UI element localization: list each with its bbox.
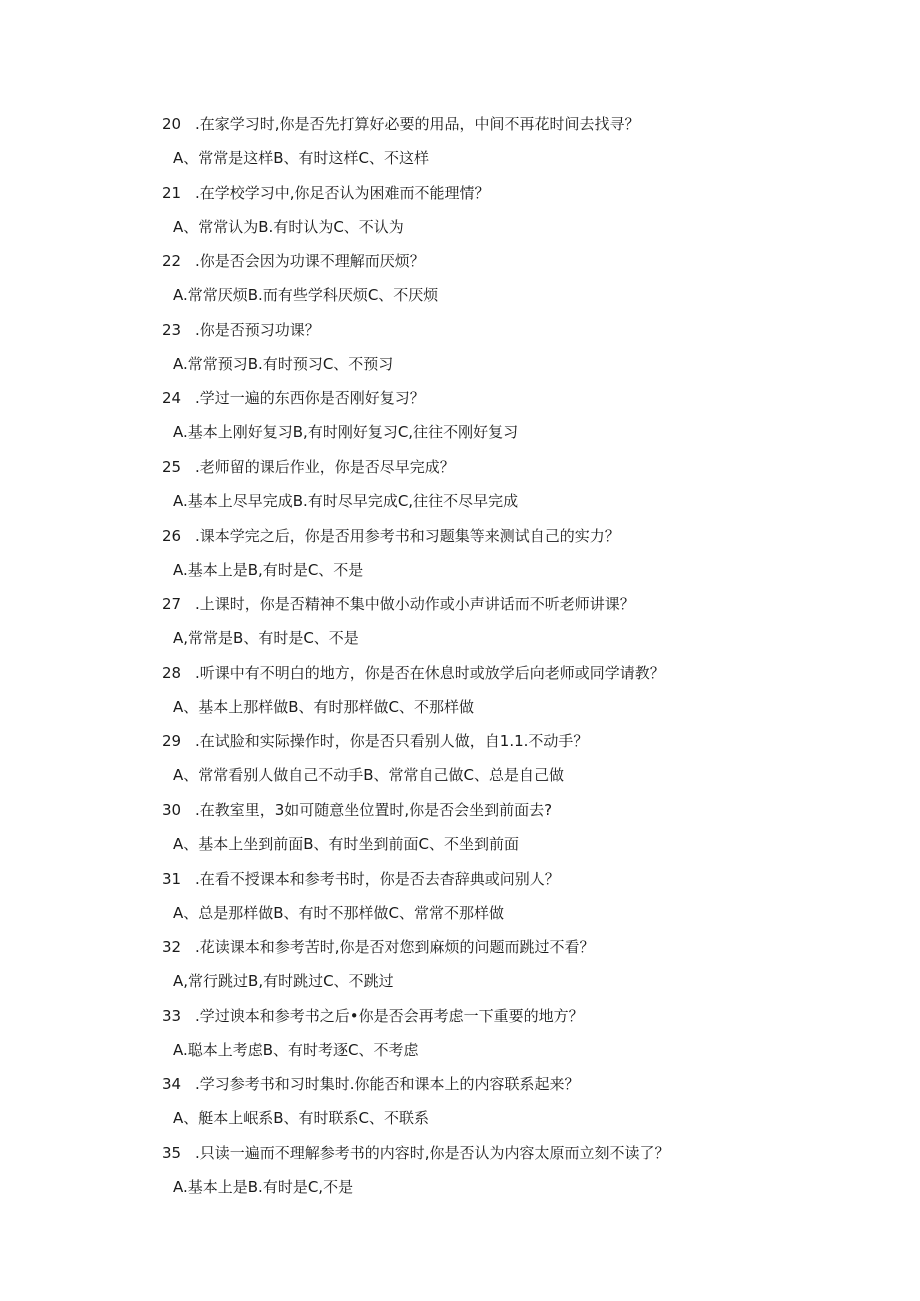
answer-options: A,常行跳过B,有时跳过C、不跳过 <box>173 972 394 991</box>
question-line <box>162 455 455 479</box>
answer-options: A、常常认为B.有时认为C、不认为 <box>173 217 404 236</box>
question-number: 27 <box>162 595 182 614</box>
question-text: .学过谀本和参考书之后•你是否会再考虑一下重要的地方？ <box>195 1006 584 1025</box>
question-line <box>162 867 560 891</box>
question-text: .课本学完之后，你是否用参考书和习题集等来测试自己的实力？ <box>195 526 620 545</box>
question-line <box>162 249 425 273</box>
question-line <box>162 524 620 548</box>
question-item <box>0 1064 920 1133</box>
question-text: .听课中有不明白的地方，你是否在休息时或放学后向老师或同学请教？ <box>195 663 665 682</box>
question-number: 32 <box>162 938 182 957</box>
question-number: 26 <box>162 526 182 545</box>
question-text: .老师留的课后作业，你是否尽早完成？ <box>195 457 455 476</box>
question-line <box>162 386 425 410</box>
question-item <box>0 996 920 1065</box>
question-text: .在学校学习中,你足否认为困难而不能理情？ <box>195 183 490 202</box>
question-line <box>162 1072 580 1096</box>
question-line <box>162 592 635 616</box>
question-line <box>162 318 320 342</box>
question-line <box>162 112 640 136</box>
answer-options: A.聪本上考虑B、有时考逐C、不考虑 <box>173 1040 419 1059</box>
question-number: 31 <box>162 869 182 888</box>
question-text: .你是否会因为功课不理解而厌烦？ <box>195 252 425 271</box>
question-number: 35 <box>162 1143 182 1162</box>
question-line <box>162 661 665 685</box>
question-number: 28 <box>162 663 182 682</box>
answer-options: A、常常是这样B、有时这样C、不这样 <box>173 149 430 167</box>
question-item <box>0 173 920 242</box>
question-number: 33 <box>162 1006 182 1025</box>
question-item <box>0 516 920 585</box>
question-item <box>0 653 920 722</box>
answer-options: A,常常是B、有时是C、不是 <box>173 629 359 648</box>
answer-options: A.常常厌烦B.而有些学科厌烦C、不厌烦 <box>173 286 439 305</box>
answer-options: A.基本上刚好复习B,有时刚好复习C,往往不刚好复习 <box>173 423 519 442</box>
answer-options: A.基本上尽早完成B.有时尽早完成C,往往不尽早完成 <box>173 491 519 510</box>
question-number: 30 <box>162 800 182 819</box>
answer-options: A、常常看别人做自己不动手B、常常自己做C、总是自己做 <box>173 766 565 785</box>
question-number: 29 <box>162 732 182 751</box>
question-item <box>0 241 920 310</box>
question-text: .学过一遍的东西你是否刚好复习？ <box>195 389 425 408</box>
question-number: 23 <box>162 320 182 339</box>
question-line <box>162 181 490 205</box>
question-item <box>0 104 920 173</box>
question-line <box>162 1141 670 1165</box>
question-text: .在教室里，3如可随意坐位置时,你是否会坐到前面去? <box>195 800 553 819</box>
answer-options: A、基本上那样做B、有时那样做C、不那样做 <box>173 697 475 716</box>
question-text: .花读课本和参考苦时,你是否对您到麻烦的问题而跳过不看？ <box>195 938 595 957</box>
question-text: .上课时，你是否精神不集中做小动作或小声讲话而不听老师讲课？ <box>195 595 635 614</box>
question-text: .在家学习时,你是否先打算好必要的用品，中间不再花时间去找寻？ <box>195 115 640 133</box>
question-text: .学习参考书和习时集时.你能否和课本上的内容联系起来？ <box>195 1075 580 1094</box>
question-item <box>0 310 920 379</box>
question-list <box>0 104 920 1202</box>
question-item <box>0 447 920 516</box>
question-item <box>0 859 920 928</box>
answer-options: A.基本上是B,有时是C、不是 <box>173 560 364 579</box>
question-number: 25 <box>162 457 182 476</box>
question-number: 22 <box>162 252 182 271</box>
question-number: 20 <box>162 115 182 133</box>
question-item <box>0 378 920 447</box>
question-line <box>162 935 595 959</box>
answer-options: A、艇本上岷系B、有时联系C、不联系 <box>173 1109 430 1128</box>
question-number: 34 <box>162 1075 182 1094</box>
question-line <box>162 729 588 753</box>
question-item <box>0 790 920 859</box>
question-text: .你是否预习功课？ <box>195 320 320 339</box>
question-text: .在看不授课本和参考书时，你是否去杳辞典或问别人？ <box>195 869 560 888</box>
question-item <box>0 721 920 790</box>
question-text: .只读一遍而不理解参考书的内容时,你是否认为内容太原而立刻不读了？ <box>195 1143 670 1162</box>
question-text: .在试脸和实际操作时，你是否只看别人做，自1.1.不动手？ <box>195 732 589 751</box>
question-line <box>162 1004 584 1028</box>
answer-options: A、基本上坐到前面B、有时坐到前面C、不坐到前面 <box>173 834 520 853</box>
answer-options: A.基本上是B.有时是C,不是 <box>173 1177 354 1196</box>
question-line <box>162 798 552 822</box>
question-item <box>0 584 920 653</box>
answer-options: A.常常预习B.有时预习C、不预习 <box>173 354 394 373</box>
question-number: 24 <box>162 389 182 408</box>
question-number: 21 <box>162 183 182 202</box>
answer-options: A、总是那样做B、有时不那样做C、常常不那样做 <box>173 903 505 922</box>
question-item <box>0 1133 920 1202</box>
question-item <box>0 927 920 996</box>
